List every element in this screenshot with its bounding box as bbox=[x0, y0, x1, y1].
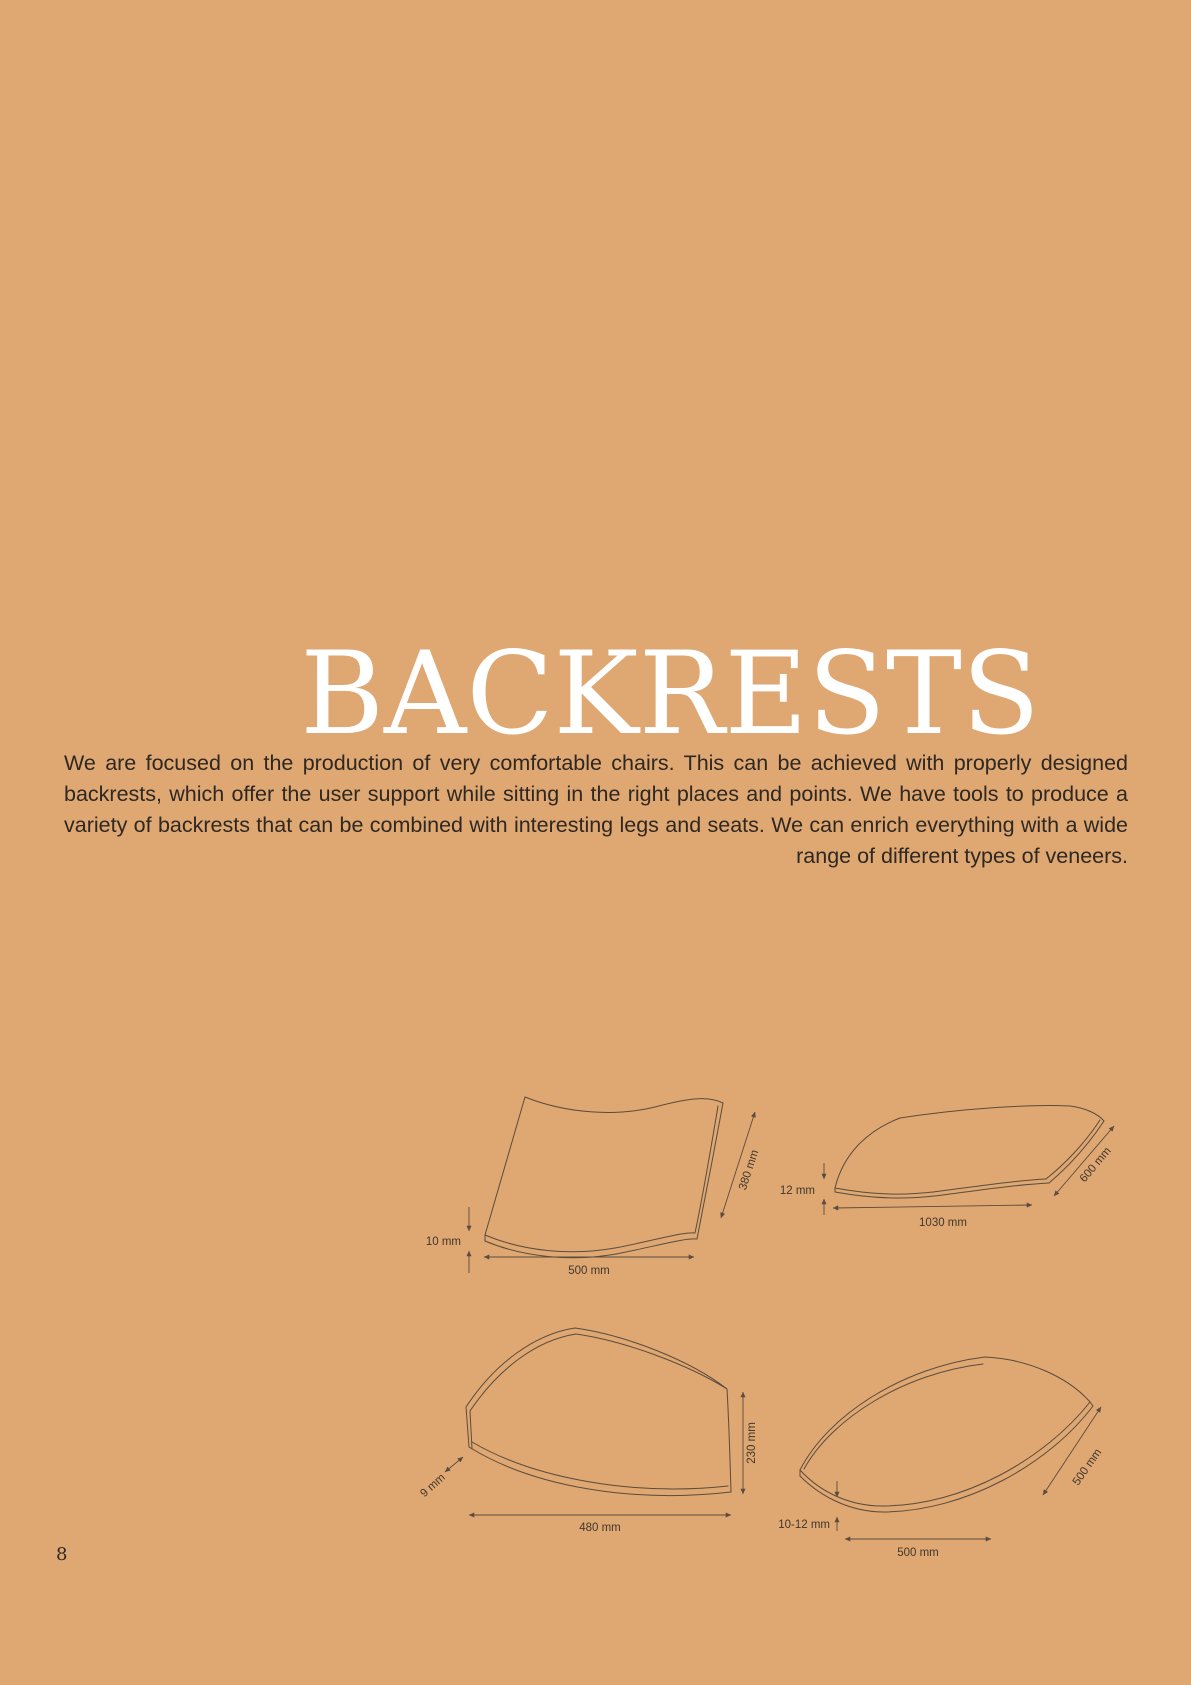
width-label: 480 mm bbox=[579, 1522, 621, 1534]
depth-label: 500 mm bbox=[1070, 1446, 1105, 1488]
drawing-wavy-square-backrest bbox=[415, 1085, 771, 1282]
depth-label: 380 mm bbox=[737, 1148, 762, 1192]
width-label: 500 mm bbox=[568, 1265, 610, 1277]
panel-right-cap bbox=[1090, 1402, 1093, 1406]
panel-back-edge bbox=[525, 1097, 723, 1112]
page-number: 8 bbox=[56, 1544, 68, 1565]
drawing-wavy-wide-backrest bbox=[748, 1093, 1133, 1246]
panel-left-edge bbox=[485, 1097, 525, 1235]
panel-bottom-inner bbox=[472, 1442, 728, 1489]
panel-outline bbox=[466, 1328, 731, 1495]
domed-backrest-svg bbox=[733, 1335, 1128, 1567]
thickness-label: 9 mm bbox=[418, 1471, 448, 1500]
thickness-label: 10-12 mm bbox=[778, 1519, 830, 1531]
panel-front-top-edge bbox=[835, 1179, 1046, 1194]
width-dimension bbox=[845, 1539, 991, 1559]
panel-rim-inner bbox=[804, 1364, 983, 1469]
thickness-dimension bbox=[426, 1207, 469, 1273]
panel-left-sliver-outer bbox=[466, 1407, 469, 1447]
panel-outline bbox=[485, 1097, 723, 1258]
thickness-dimension bbox=[418, 1457, 463, 1500]
arched-backrest-svg bbox=[385, 1318, 767, 1534]
panel-back-edge bbox=[900, 1106, 1104, 1121]
width-dimension-line bbox=[833, 1205, 1032, 1208]
panel-right-face-inner bbox=[695, 1106, 718, 1233]
panel-front-top-edge bbox=[485, 1233, 695, 1252]
wavy-square-backrest-svg bbox=[415, 1085, 771, 1277]
intro-paragraph: We are focused on the production of very comfortable chairs. This can be achieved with properly designed backrests, which offer the user support while sitting in the right places and points. We have tools to produce a variety of backrests that can be combined with interesting legs and seats. We can enrich everything with a wide range of different types of veneers. bbox=[64, 751, 1128, 868]
thickness-dimension bbox=[778, 1481, 837, 1531]
width-dimension bbox=[469, 1515, 731, 1534]
drawing-domed-backrest bbox=[733, 1335, 1128, 1572]
depth-dimension bbox=[1054, 1126, 1114, 1196]
thickness-label: 10 mm bbox=[425, 1236, 461, 1248]
panel-arc-outer bbox=[466, 1328, 727, 1407]
panel-right-edge bbox=[727, 1389, 731, 1492]
width-label: 1030 mm bbox=[919, 1217, 967, 1229]
panel-arc-inner bbox=[470, 1334, 727, 1411]
depth-label: 600 mm bbox=[1077, 1145, 1114, 1185]
panel-right-face-outer bbox=[697, 1103, 723, 1239]
panel-left-edge bbox=[835, 1118, 900, 1188]
drawing-arched-backrest bbox=[385, 1318, 767, 1539]
width-dimension bbox=[833, 1205, 1032, 1229]
width-dimension bbox=[484, 1257, 694, 1277]
panel-outline bbox=[800, 1357, 1093, 1512]
panel-left-sliver-inner bbox=[470, 1411, 472, 1449]
page-title: BACKRESTS bbox=[300, 627, 1040, 760]
thickness-dimension bbox=[780, 1163, 824, 1215]
thickness-dimension-line bbox=[445, 1457, 463, 1472]
width-label: 500 mm bbox=[897, 1547, 939, 1559]
wavy-wide-backrest-svg bbox=[748, 1093, 1133, 1241]
panel-front-bottom-edge bbox=[485, 1239, 697, 1258]
height-label: 230 mm bbox=[746, 1422, 758, 1464]
thickness-label: 12 mm bbox=[779, 1185, 815, 1197]
